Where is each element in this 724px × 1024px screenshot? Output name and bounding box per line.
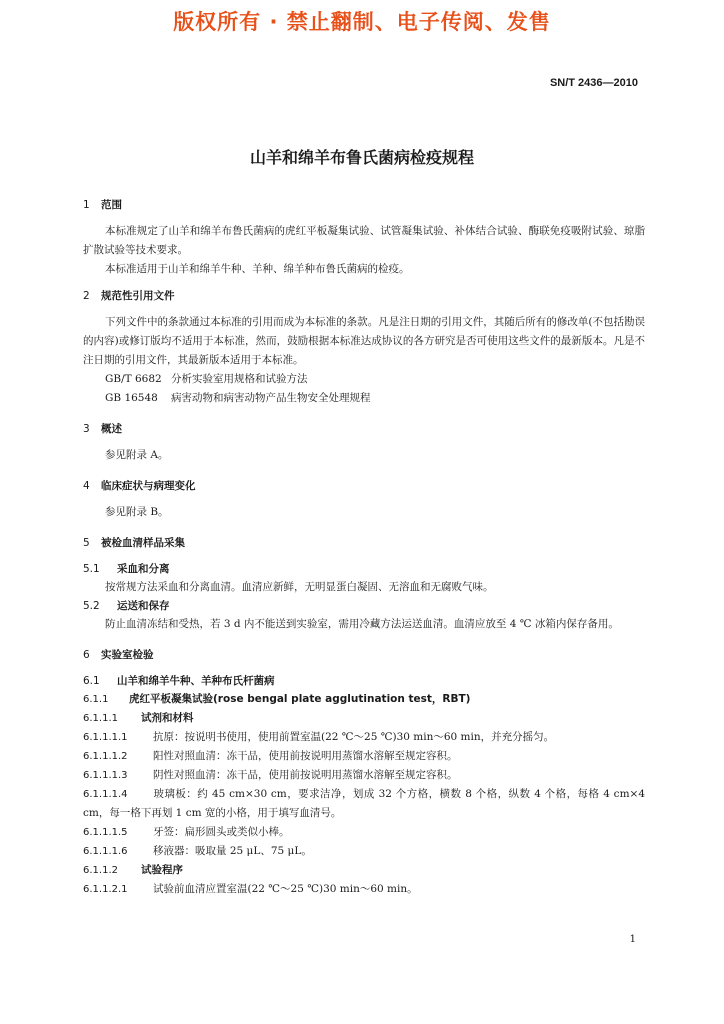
clause-item: 6.1.1.1.4 玻璃板：约 45 cm×30 cm，要求洁净，划成 32 个方格，横数 8 个格，纵数 4 个格，每格 4 cm×4 cm，每一格下再划 1 cm 宽的小格，用于填写血清号。 [83,788,645,819]
section-4-paragraph: 参见附录 B。 [105,506,169,518]
section-1-heading: 1 范围 [83,199,122,211]
section-2-heading: 2 规范性引用文件 [83,290,175,302]
section-5-2-paragraph: 防止血清冻结和受热，若 3 d 内不能送到实验室，需用冷藏方法运送血清。血清应放至 4 ℃ 冰箱内保存备用。 [105,618,619,630]
section-5-heading: 5 被检血清样品采集 [83,537,185,549]
section-1-paragraph: 本标准规定了山羊和绵羊布鲁氏菌病的虎红平板凝集试验、试管凝集试验、补体结合试验、酶联免疫吸附试验、琼脂扩散试验等技术要求。 [83,225,645,256]
section-6-1-1-1-heading: 6.1.1.1 试剂和材料 [83,712,194,724]
section-6-1-heading: 6.1 山羊和绵羊牛种、羊种布氏杆菌病 [83,675,275,687]
document-body [83,196,645,899]
clause-item: 6.1.1.2.1 试验前血清应置室温(22 ℃～25 ℃)30 min～60 min。 [83,883,418,895]
section-6-1-1-2-heading: 6.1.1.2 试验程序 [83,864,183,876]
section-5-1-paragraph: 按常规方法采血和分离血清。血清应新鲜，无明显蛋白凝固、无溶血和无腐败气味。 [105,581,494,593]
section-6-heading: 6 实验室检验 [83,649,154,661]
clause-item: 6.1.1.1.3 阴性对照血清：冻干品，使用前按说明用蒸馏水溶解至规定容积。 [83,769,458,781]
copyright-watermark: 版权所有 · 禁止翻制、电子传阅、发售 [173,10,551,34]
section-6-1-1-heading: 6.1.1 虎红平板凝集试验(rose bengal plate agglutination test，RBT) [83,693,471,705]
section-3-paragraph: 参见附录 A。 [105,449,169,461]
page-number: 1 [629,934,636,945]
clause-item: 6.1.1.1.1 抗原：按说明书使用，使用前置室温(22 ℃～25 ℃)30 min～60 min，并充分摇匀。 [83,731,555,743]
section-5-1-heading: 5.1 采血和分离 [83,563,170,575]
clause-item: 6.1.1.1.5 牙签：扁形圆头或类似小棒。 [83,826,290,838]
document-title: 山羊和绵羊布鲁氏菌病检疫规程 [249,148,474,167]
section-3-heading: 3 概述 [83,423,122,435]
clause-item: 6.1.1.1.6 移液器：吸取量 25 μL、75 μL。 [83,845,312,857]
section-1-paragraph: 本标准适用于山羊和绵羊牛种、羊种、绵羊种布鲁氏菌病的检疫。 [105,263,410,275]
section-5-2-heading: 5.2 运送和保存 [83,600,170,612]
reference-item: GB/T 6682 分析实验室用规格和试验方法 [105,373,308,385]
clause-item: 6.1.1.1.2 阳性对照血清：冻干品，使用前按说明用蒸馏水溶解至规定容积。 [83,750,458,762]
section-2-paragraph: 下列文件中的条款通过本标准的引用而成为本标准的条款。凡是注日期的引用文件，其随后所有的修改单(不包括勘误的内容)或修订版均不适用于本标准，然而，鼓励根据本标准达成协议的各方研究是否可使用这些文件的最新版本。凡是不注日期的引用文件，其最新版本适用于本标准。 [83,316,645,366]
standard-code: SN/T 2436—2010 [549,77,638,89]
reference-item: GB 16548 病害动物和病害动物产品生物安全处理规程 [105,392,371,404]
section-4-heading: 4 临床症状与病理变化 [83,480,196,492]
